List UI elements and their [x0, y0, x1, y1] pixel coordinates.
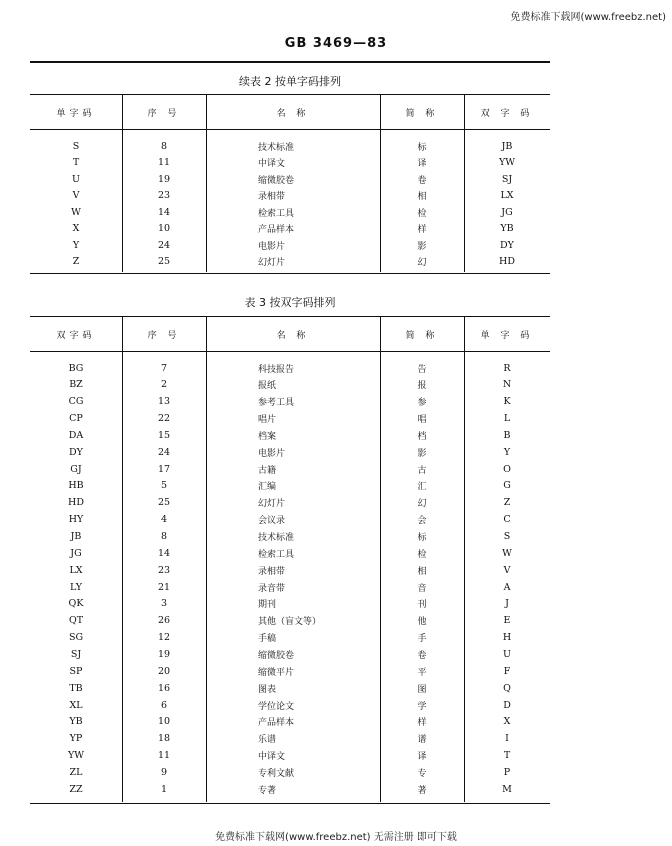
table-cell: 其他（盲文等）: [258, 617, 322, 628]
table2-header-cell: 序 号: [147, 108, 181, 119]
table-cell: 缩微胶卷: [258, 650, 295, 661]
table-cell: Y: [503, 446, 511, 458]
table-cell: F: [503, 665, 511, 677]
table-row: [30, 512, 550, 528]
table-cell: 电影片: [258, 448, 286, 459]
table-row: [30, 764, 550, 780]
table-cell: Z: [72, 256, 80, 267]
table-cell: X: [503, 716, 511, 728]
table-cell: 19: [157, 173, 171, 185]
table-cell: 10: [157, 223, 171, 234]
table-row: [30, 204, 550, 220]
table-cell: YB: [500, 223, 514, 234]
table2-bottom-rule: [30, 273, 550, 274]
table-cell: 会议录: [258, 516, 286, 527]
table-cell: 24: [157, 446, 171, 458]
table2-header-cell: 双 字 码: [480, 108, 534, 119]
table-cell: ZZ: [69, 783, 83, 795]
table-cell: 期刊: [258, 600, 277, 611]
table-cell: 相: [417, 192, 427, 202]
table-cell: 8: [160, 140, 168, 152]
table-cell: TB: [69, 682, 83, 694]
table-cell: BG: [68, 362, 84, 374]
table-cell: H: [502, 632, 512, 644]
table-cell: D: [503, 699, 511, 711]
table-row: [30, 155, 550, 171]
table-cell: 汇: [417, 482, 427, 493]
table-cell: LX: [69, 564, 83, 576]
table-cell: 缩微平片: [258, 667, 295, 678]
table-cell: 著: [417, 785, 427, 796]
table-cell: 26: [157, 615, 171, 627]
table-cell: 参: [417, 398, 427, 409]
table-cell: 译: [417, 752, 427, 763]
table-cell: 25: [157, 497, 171, 509]
table-cell: 检索工具: [258, 208, 295, 219]
table-cell: HB: [68, 480, 84, 492]
table-cell: 档: [417, 431, 427, 442]
table3-header-cell: 单 字 码: [480, 330, 534, 341]
table-cell: 11: [157, 750, 171, 762]
table-cell: 8: [160, 531, 168, 542]
table-cell: 专: [417, 768, 427, 779]
table-cell: 16: [157, 682, 171, 694]
table-cell: 乐谱: [258, 735, 277, 746]
table-cell: HD: [499, 256, 515, 267]
table-row: [30, 254, 550, 270]
table2-header-cell: 单字码: [56, 108, 96, 119]
table-cell: CP: [69, 413, 83, 425]
table-cell: 1: [160, 783, 168, 795]
table-cell: A: [503, 581, 511, 593]
table-cell: SJ: [501, 173, 513, 185]
table2-caption: 续表 2 按单字码排列: [239, 75, 341, 88]
table-cell: 10: [157, 716, 171, 728]
table-cell: S: [503, 531, 511, 542]
table-cell: 19: [157, 648, 171, 660]
table-cell: 会: [417, 516, 427, 527]
table-cell: T: [72, 157, 80, 168]
table-row: [30, 478, 550, 494]
table-cell: 汇编: [258, 482, 277, 493]
table3-header-cell: 双字码: [56, 330, 96, 341]
table-row: [30, 237, 550, 253]
table-cell: R: [503, 362, 511, 374]
table-row: [30, 411, 550, 427]
table-cell: 录音带: [258, 583, 286, 594]
table-row: [30, 221, 550, 237]
table-cell: 样: [417, 225, 427, 235]
table-cell: K: [503, 396, 511, 408]
table-cell: 6: [160, 699, 168, 711]
table-cell: 检: [417, 208, 427, 219]
table-cell: 23: [157, 564, 171, 576]
table-cell: N: [502, 379, 512, 391]
table-cell: 缩微胶卷: [258, 175, 295, 186]
table-cell: 9: [160, 766, 168, 778]
table-row: [30, 377, 550, 393]
table-cell: 卷: [417, 650, 427, 661]
table-row: [30, 663, 550, 679]
table-cell: YW: [498, 157, 516, 168]
table-cell: 检索工具: [258, 549, 295, 560]
table-cell: X: [72, 223, 80, 234]
table-row: [30, 630, 550, 646]
table-cell: YB: [69, 716, 83, 728]
table-cell: 学: [417, 701, 427, 712]
table-cell: 21: [157, 581, 171, 593]
table-cell: 图表: [258, 684, 277, 695]
table3-body: [30, 352, 550, 802]
table-row: [30, 579, 550, 595]
table-cell: C: [503, 514, 511, 526]
table-cell: DY: [500, 239, 514, 251]
table-cell: Z: [503, 497, 511, 509]
table-cell: 18: [157, 733, 171, 745]
table-cell: 5: [160, 480, 168, 492]
table-cell: 技术标准: [258, 533, 295, 543]
table-cell: 幻: [417, 258, 427, 268]
table3-caption: 表 3 按双字码排列: [244, 296, 336, 309]
table-cell: 报纸: [258, 381, 277, 392]
table-cell: SP: [69, 665, 83, 677]
table-row: [30, 781, 550, 797]
table3-header-cell: 简 称: [405, 330, 439, 341]
table-cell: B: [503, 429, 511, 441]
table-cell: W: [71, 206, 81, 218]
table-cell: 手稿: [258, 634, 277, 645]
table-cell: DA: [68, 429, 84, 441]
table-row: [30, 596, 550, 612]
header-rule: [30, 61, 550, 63]
table-cell: L: [503, 413, 511, 425]
table-cell: ZL: [69, 766, 83, 778]
table-cell: U: [502, 648, 511, 660]
table-cell: BZ: [69, 379, 83, 391]
table-cell: 音: [417, 583, 427, 594]
table-cell: LX: [500, 190, 514, 201]
table-cell: 23: [157, 190, 171, 201]
table-cell: 标: [417, 142, 427, 153]
table-cell: 图: [417, 684, 427, 695]
table-row: [30, 562, 550, 578]
table-row: [30, 731, 550, 747]
table3-header: [30, 317, 550, 351]
table-row: [30, 680, 550, 696]
table-cell: 手: [417, 634, 427, 645]
table-cell: 幻: [417, 499, 427, 510]
table-cell: CG: [68, 396, 84, 408]
table-cell: 专著: [258, 785, 277, 796]
table3-bottom-rule: [30, 803, 550, 804]
table-cell: 11: [157, 157, 171, 168]
table-row: [30, 529, 550, 545]
table-cell: 24: [157, 239, 171, 251]
table-cell: QK: [68, 598, 84, 610]
table-cell: HD: [68, 497, 84, 509]
table-cell: 古籍: [258, 465, 277, 476]
table-cell: 唱片: [258, 415, 277, 426]
table-cell: 卷: [417, 175, 427, 186]
table-cell: SG: [68, 632, 84, 644]
table-cell: Q: [503, 682, 511, 694]
table-cell: 影: [417, 241, 427, 252]
table-cell: 4: [160, 514, 168, 526]
table-row: [30, 461, 550, 477]
table-cell: 平: [417, 667, 427, 678]
table-cell: 录相带: [258, 192, 286, 202]
table-cell: 3: [160, 598, 168, 610]
table-cell: E: [503, 615, 511, 627]
table3-header-cell: 序 号: [147, 330, 181, 341]
table-cell: JG: [70, 547, 82, 559]
watermark-bottom: 免费标准下载网(www.freebz.net) 无需注册 即可下载: [215, 832, 457, 843]
table-cell: 录相带: [258, 566, 286, 577]
table-cell: 17: [157, 463, 171, 475]
table-cell: JB: [501, 140, 513, 152]
table-cell: LY: [70, 581, 82, 593]
table-cell: 参考工具: [258, 398, 295, 409]
table-cell: I: [505, 733, 509, 745]
table-cell: U: [71, 173, 80, 185]
table2-header-cell: 名 称: [276, 108, 310, 119]
table-cell: 7: [160, 362, 168, 374]
table-row: [30, 495, 550, 511]
table-cell: 译: [417, 159, 427, 169]
watermark-top: 免费标准下载网(www.freebz.net): [510, 12, 666, 23]
table-cell: GJ: [70, 463, 82, 475]
table-cell: 产品样本: [258, 225, 295, 235]
table-row: [30, 360, 550, 376]
table-cell: 学位论文: [258, 701, 295, 712]
table-cell: 2: [160, 379, 168, 391]
table-cell: P: [503, 766, 511, 778]
table-cell: M: [502, 783, 512, 795]
table-cell: V: [503, 564, 511, 576]
table-cell: 相: [417, 566, 427, 577]
table-cell: XL: [69, 699, 83, 711]
table-cell: JG: [501, 206, 513, 218]
table-cell: 刊: [417, 600, 427, 611]
table-row: [30, 646, 550, 662]
table-row: [30, 748, 550, 764]
table3-header-cell: 名 称: [276, 330, 310, 341]
table-cell: 13: [157, 396, 171, 408]
table-row: [30, 545, 550, 561]
standard-code: GB 3469—83: [284, 36, 388, 51]
table-cell: V: [72, 190, 80, 201]
table-row: [30, 138, 550, 154]
table-cell: 14: [157, 547, 171, 559]
table-cell: 12: [157, 632, 171, 644]
table-cell: 他: [417, 617, 427, 628]
table-row: [30, 444, 550, 460]
table-cell: 标: [417, 533, 427, 543]
table-row: [30, 697, 550, 713]
table-row: [30, 613, 550, 629]
table-cell: YP: [69, 733, 83, 745]
table-cell: YW: [67, 750, 85, 762]
table-cell: DY: [69, 446, 83, 458]
table2-body: [30, 130, 550, 272]
table2-header: [30, 95, 550, 129]
table-cell: 中译文: [258, 752, 286, 763]
table-cell: 15: [157, 429, 171, 441]
table-cell: 技术标准: [258, 142, 295, 153]
table-row: [30, 188, 550, 204]
table-cell: 中译文: [258, 159, 286, 169]
table-cell: 报: [417, 381, 427, 392]
table-cell: 样: [417, 718, 427, 729]
table-cell: 产品样本: [258, 718, 295, 729]
table-cell: 科技报告: [258, 364, 295, 375]
table-cell: 电影片: [258, 241, 286, 252]
table-cell: 档案: [258, 431, 277, 442]
table-cell: O: [503, 463, 511, 475]
table-cell: J: [505, 598, 509, 610]
table-cell: 检: [417, 549, 427, 560]
table-cell: T: [503, 750, 511, 762]
table-cell: 古: [417, 465, 427, 476]
table-row: [30, 171, 550, 187]
table-cell: 幻灯片: [258, 499, 286, 510]
table-cell: 20: [157, 665, 171, 677]
table-row: [30, 427, 550, 443]
table-cell: 幻灯片: [258, 258, 286, 268]
table-cell: 25: [157, 256, 171, 267]
table-cell: QT: [68, 615, 84, 627]
table-row: [30, 394, 550, 410]
table-cell: S: [72, 140, 80, 152]
table-cell: 影: [417, 448, 427, 459]
table2-header-cell: 简 称: [405, 108, 439, 119]
table-cell: 专利文献: [258, 768, 295, 779]
table-cell: 谱: [417, 735, 427, 746]
table-cell: G: [503, 480, 511, 492]
table-cell: 22: [157, 413, 171, 425]
table-cell: Y: [72, 239, 80, 251]
table-cell: 14: [157, 206, 171, 218]
table-cell: SJ: [70, 648, 82, 660]
table-row: [30, 714, 550, 730]
table-cell: 告: [417, 364, 427, 375]
table-cell: W: [502, 547, 512, 559]
table-cell: JB: [70, 531, 82, 542]
table-cell: HY: [68, 514, 84, 526]
table-cell: 唱: [417, 415, 427, 426]
